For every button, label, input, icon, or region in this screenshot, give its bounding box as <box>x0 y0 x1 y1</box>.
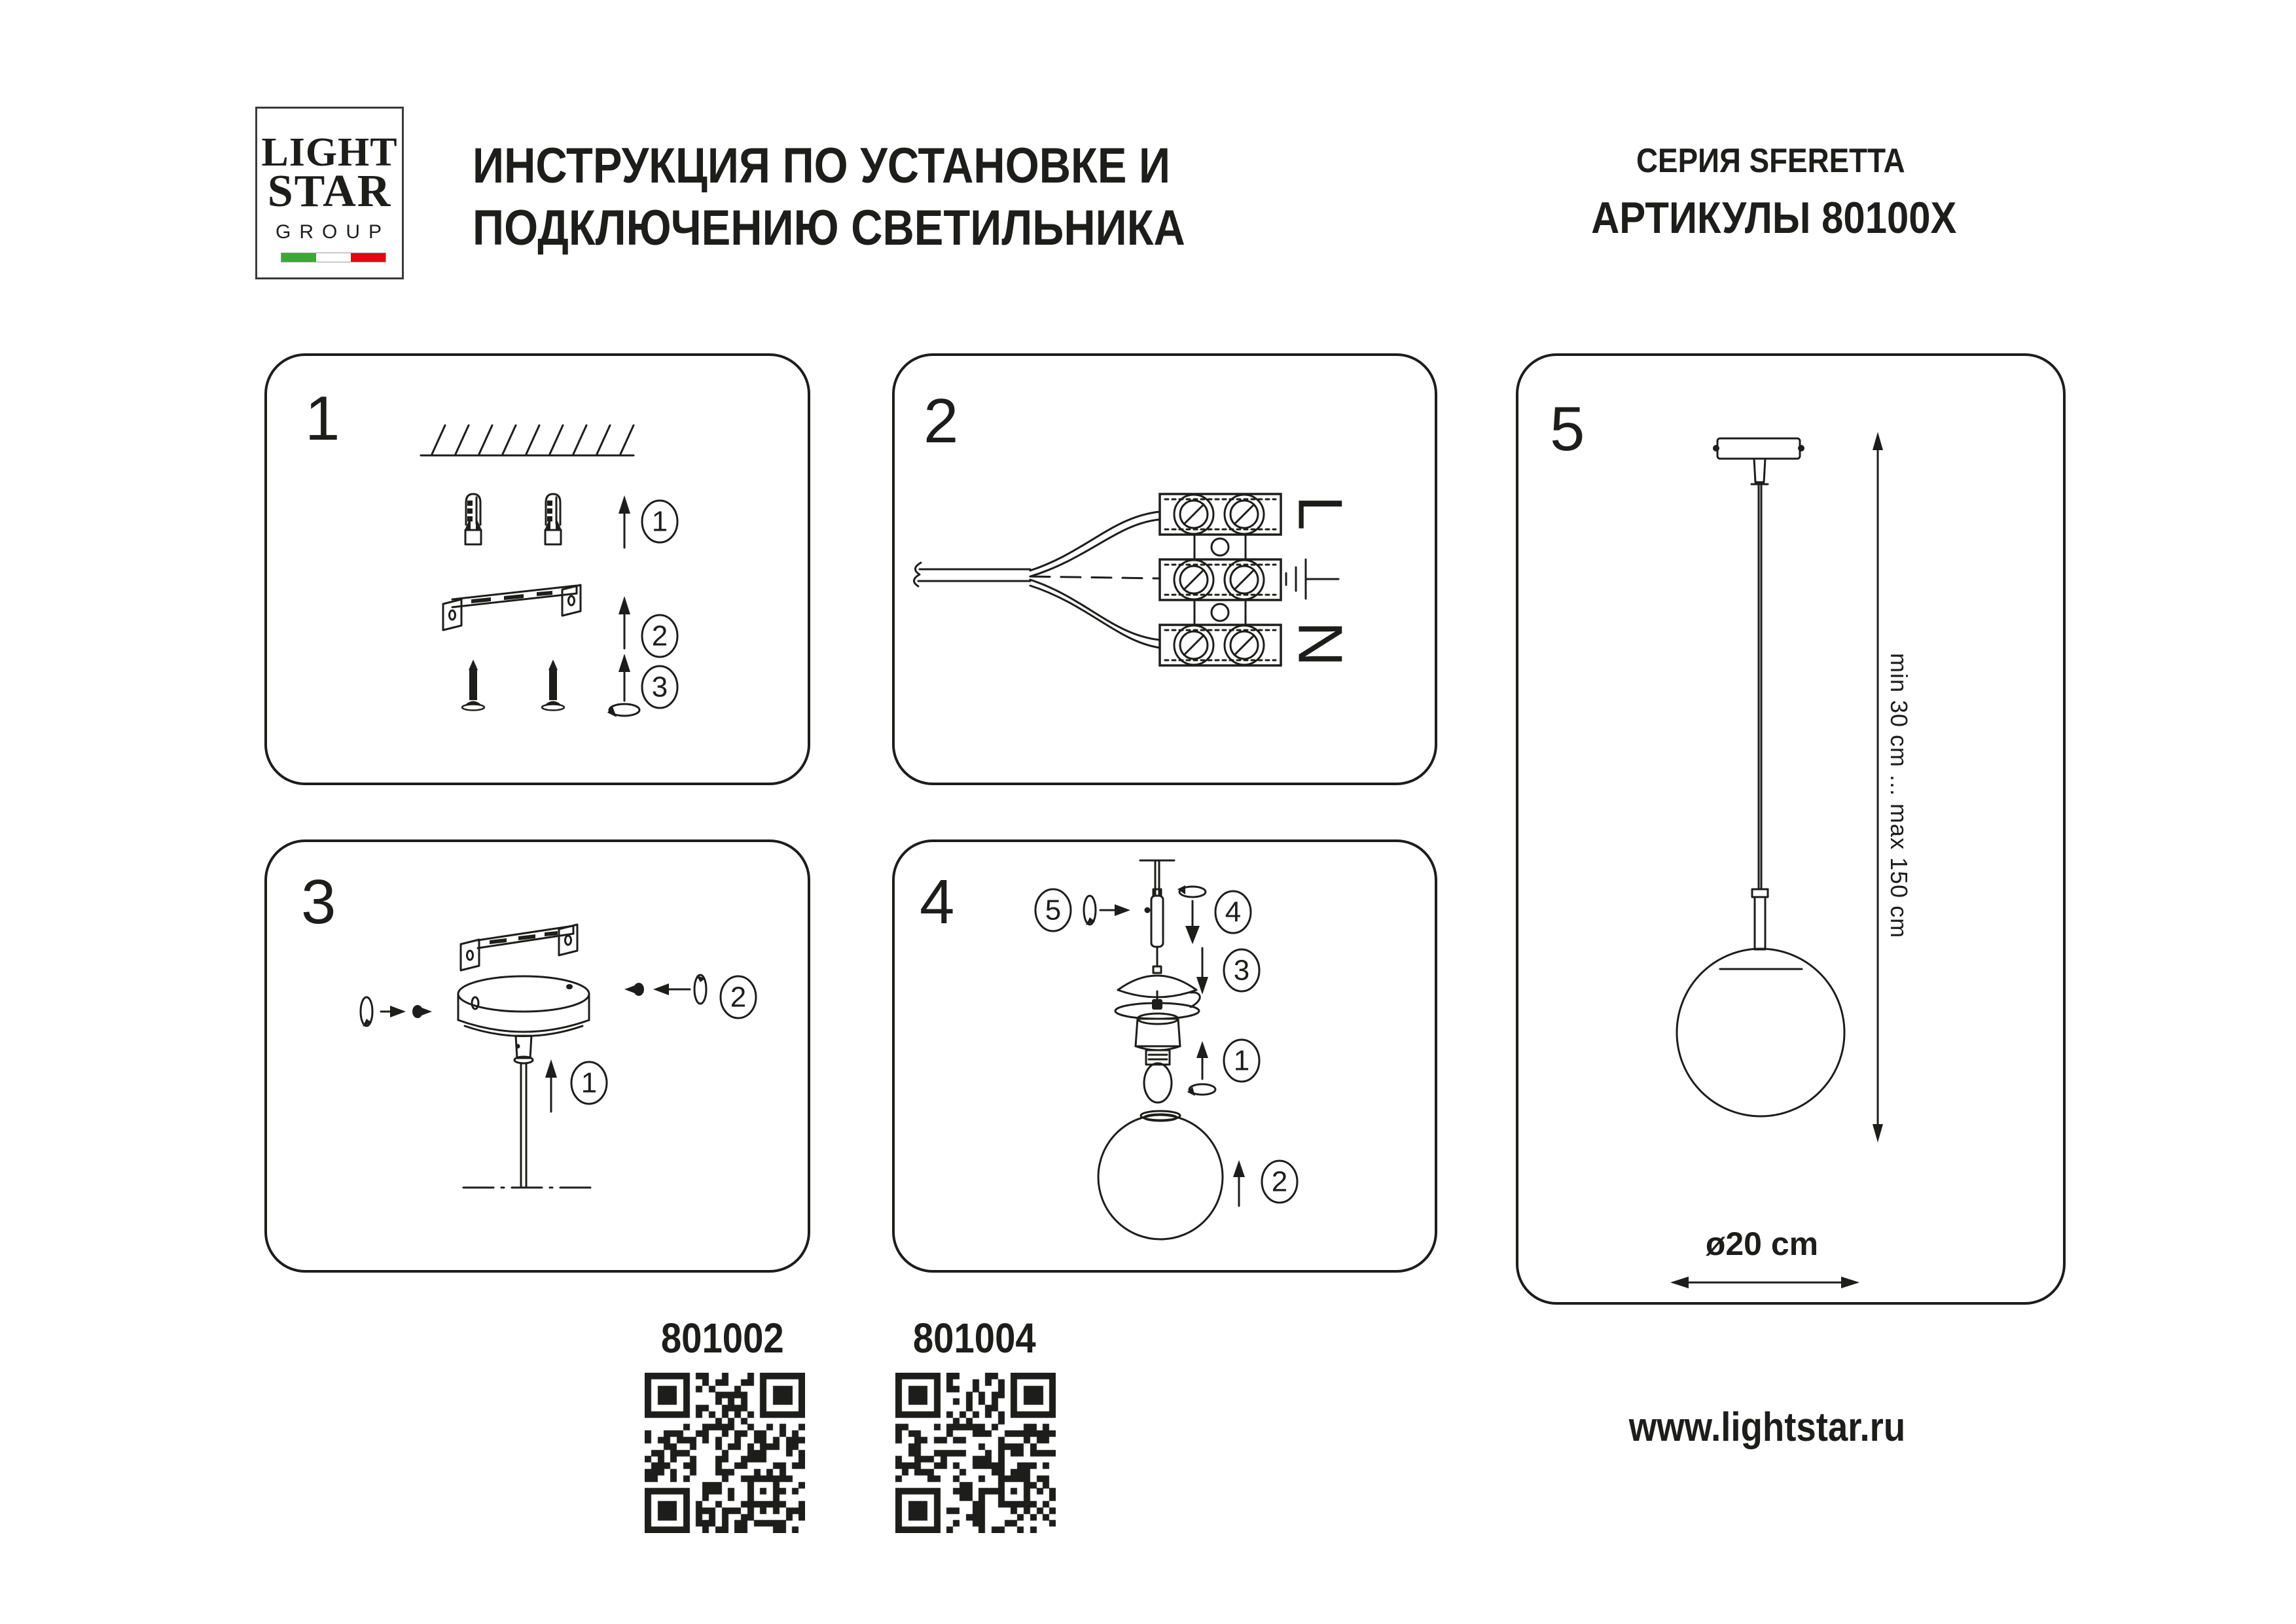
ceiling-canopy-icon <box>458 976 589 1063</box>
article-number-left-text: 801002 <box>661 1315 784 1362</box>
step-1-panel <box>264 353 810 785</box>
suspension-range-label: min 30 cm ... max 150 cm <box>1886 653 1912 939</box>
step-4-assembly-diagram <box>895 842 1435 1270</box>
grub-screw-arrow-icon <box>1084 896 1151 925</box>
side-screw-right-icon <box>624 975 706 1004</box>
flag-red-stripe <box>351 253 386 262</box>
article-number-right-text: 801004 <box>913 1315 1036 1362</box>
up-arrow-icon <box>619 596 630 648</box>
svg-text:2: 2 <box>1271 1165 1288 1198</box>
glass-sphere-icon <box>1098 1111 1223 1239</box>
step-5-number: 5 <box>1550 394 1585 464</box>
wire-live-icon <box>1030 512 1160 576</box>
wall-plug-icon <box>545 494 562 544</box>
down-arrow-icon <box>1196 948 1208 995</box>
callout-2 <box>1262 1161 1297 1203</box>
screw-icon <box>462 660 484 711</box>
callout-1 <box>1224 1040 1259 1082</box>
series-text: СЕРИЯ SFERETTA <box>1636 142 1905 180</box>
label-live: L <box>1285 495 1355 531</box>
callout-3 <box>1224 949 1259 991</box>
terminal-earth <box>1160 559 1281 600</box>
svg-text:3: 3 <box>1233 954 1250 987</box>
bulb-icon <box>1144 1050 1172 1103</box>
mains-cable-icon <box>914 563 1030 586</box>
step-5-final-view <box>1518 356 2063 1302</box>
callout-3 <box>642 666 677 708</box>
step-1-number: 1 <box>305 383 340 453</box>
cable-icon <box>1155 860 1159 1002</box>
suspension-cable-icon <box>1752 485 1768 949</box>
series-label <box>1564 141 1977 181</box>
step-4-panel <box>892 839 1437 1273</box>
svg-text:3: 3 <box>651 671 668 703</box>
screw-in-arrow-icon <box>607 654 639 717</box>
flag-green-stripe <box>281 253 316 262</box>
logo-word-group: GROUP <box>275 221 390 243</box>
svg-text:5: 5 <box>1045 894 1062 927</box>
up-arrow-icon <box>619 495 630 548</box>
wire-neutral-icon <box>1030 580 1160 648</box>
callout-2 <box>721 976 756 1018</box>
glass-sphere-icon <box>1677 949 1844 1116</box>
lightstar-logo <box>255 107 404 279</box>
step-4-number: 4 <box>920 867 955 937</box>
step-3-panel <box>264 839 810 1273</box>
step-2-wiring-diagram <box>895 356 1435 783</box>
earth-symbol-icon <box>1286 559 1338 599</box>
diameter-dimension-icon <box>1670 1277 1859 1288</box>
qr-code-left <box>645 1373 805 1533</box>
title-line-2: ПОДКЛЮЧЕНИЮ СВЕТИЛЬНИКА <box>473 200 1185 256</box>
callout-4 <box>1215 891 1251 933</box>
label-neutral: N <box>1285 621 1355 667</box>
ceiling-hatch-icon <box>421 425 634 455</box>
italian-flag-icon <box>281 253 386 262</box>
socket-holder-icon <box>1115 993 1200 1050</box>
mounting-bracket-icon <box>461 925 577 970</box>
callout-2 <box>642 615 677 657</box>
website-url-text: www.lightstar.ru <box>1628 1405 1906 1450</box>
article-number-right <box>876 1314 1073 1362</box>
wire-earth-icon <box>1030 576 1160 578</box>
callout-1 <box>642 501 677 542</box>
cord-grip-icon <box>1151 889 1163 947</box>
svg-text:1: 1 <box>651 505 668 538</box>
callout-1 <box>571 1062 607 1104</box>
step-3-diagram <box>267 842 808 1270</box>
title-line-1: ИНСТРУКЦИЯ ПО УСТАНОВКЕ И <box>473 138 1171 194</box>
height-dimension-icon <box>1873 432 1883 1142</box>
articles-text: АРТИКУЛЫ 80100X <box>1590 193 1957 243</box>
terminal-live <box>1160 494 1281 535</box>
mounting-bracket-icon <box>443 585 581 630</box>
qr-code-right <box>895 1373 1056 1533</box>
articles-label <box>1532 192 2016 243</box>
page-title <box>473 135 1282 259</box>
ceiling-plate-icon <box>1713 438 1804 484</box>
callout-5 <box>1035 889 1071 931</box>
push-down-arrow-icon <box>1177 885 1206 944</box>
diameter-label: ø20 cm <box>1705 1226 1819 1262</box>
screw-in-arrow-icon <box>1187 1041 1215 1096</box>
step-2-number: 2 <box>924 386 959 456</box>
svg-text:4: 4 <box>1225 896 1242 928</box>
logo-word-star: STAR <box>267 166 392 217</box>
step-5-panel <box>1516 353 2066 1305</box>
step-3-number: 3 <box>301 867 336 937</box>
screw-icon <box>542 660 564 711</box>
step-1-diagram <box>267 356 808 783</box>
svg-text:2: 2 <box>730 981 747 1014</box>
up-arrow-icon <box>545 1059 557 1112</box>
svg-text:2: 2 <box>651 620 668 652</box>
logo-word-light: LIGHT <box>261 130 398 175</box>
terminal-neutral <box>1160 625 1281 665</box>
svg-text:1: 1 <box>581 1067 598 1099</box>
website-url <box>1571 1404 1964 1451</box>
wall-plug-icon <box>465 494 482 544</box>
flag-white-stripe <box>316 253 351 262</box>
terminal-block-icon <box>1160 494 1281 665</box>
up-arrow-icon <box>1233 1160 1245 1206</box>
side-screw-left-icon <box>361 997 432 1027</box>
svg-text:1: 1 <box>1233 1044 1250 1077</box>
step-2-panel <box>892 353 1437 785</box>
article-number-left <box>624 1314 821 1362</box>
